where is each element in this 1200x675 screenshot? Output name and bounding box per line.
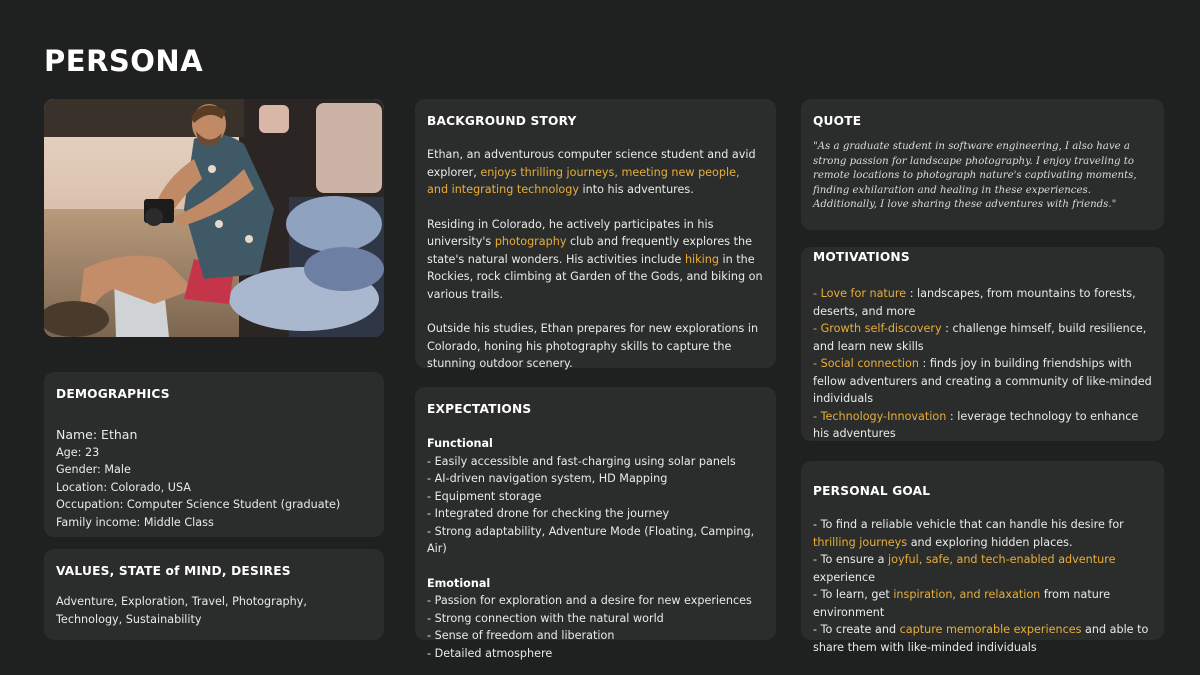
highlight-text: Growth self-discovery	[820, 322, 942, 335]
background-paragraph-2: Residing in Colorado, he actively participates in his university's photography club and frequently explores the state's natural wonders. His activities include hiking in the Rockies, rock climbing at Garden of the Gods, and biking on various trails.	[427, 217, 763, 301]
persona-photo	[44, 99, 384, 337]
motivation-item: - Love for nature : landscapes, from mountains to forests, deserts, and more	[813, 287, 1136, 318]
motivation-item: - Growth self-discovery : challenge himself, build resilience, and learn new skills	[813, 322, 1147, 353]
emotional-label: Emotional	[427, 576, 491, 590]
quote-text: "As a graduate student in software engineering, I also have a strong passion for landscape photography. I enjoy traveling to remote locations to photograph nature's captivating moments, finding exhilaration and healing in these experiences. Additionally, I love sharing these adventures with friends."	[813, 141, 1137, 210]
emotional-item: - Strong connection with the natural world	[427, 611, 664, 625]
demographics-card	[44, 372, 384, 537]
background-heading: BACKGROUND STORY	[427, 114, 577, 128]
personal-goal-card	[801, 461, 1164, 654]
highlight-text: Social connection	[820, 357, 919, 370]
demographics-heading: DEMOGRAPHICS	[56, 387, 170, 401]
motivations-card	[801, 247, 1164, 441]
demographics-occupation: Occupation: Computer Science Student (graduate)	[56, 498, 341, 511]
background-story-card	[415, 99, 776, 368]
values-card	[44, 549, 384, 640]
motivation-item: - Social connection : finds joy in building friendships with fellow adventurers and creating a community of like-minded individuals	[813, 357, 1152, 405]
demographics-gender: Gender: Male	[56, 463, 131, 476]
quote-heading: QUOTE	[813, 114, 862, 128]
highlight-text: Love for nature	[820, 287, 907, 300]
quote-card	[801, 99, 1164, 230]
values-heading: VALUES, STATE of MIND, DESIRES	[56, 564, 291, 578]
functional-item: - Equipment storage	[427, 489, 542, 503]
motivations-heading: MOTIVATIONS	[813, 250, 910, 264]
emotional-item: - Sense of freedom and liberation	[427, 629, 615, 642]
expectations-card	[415, 387, 776, 660]
background-paragraph-3: Outside his studies, Ethan prepares for new explorations in Colorado, honing his photography skills to capture the stunning outdoor scenery.	[427, 322, 759, 370]
emotional-item: - Detailed atmosphere	[427, 646, 553, 660]
highlight-text: enjoys thrilling journeys, meeting new people, and integrating technology	[427, 165, 740, 196]
functional-label: Functional	[427, 437, 493, 450]
values-line-1: Adventure, Exploration, Travel, Photography,	[56, 595, 307, 608]
functional-item: - AI-driven navigation system, HD Mapping	[427, 472, 668, 485]
goal-item: - To learn, get inspiration, and relaxation from nature environment	[813, 588, 1111, 619]
highlight-text: joyful, safe, and tech-enabled adventure	[888, 553, 1116, 566]
highlight-text: capture memorable experiences	[899, 623, 1082, 636]
highlight-text: Technology-Innovation	[820, 409, 947, 423]
demographics-age: Age: 23	[56, 445, 100, 459]
personal-goal-heading: PERSONAL GOAL	[813, 484, 931, 498]
motivation-item: - Technology-Innovation : leverage technology to enhance his adventures	[813, 409, 1139, 440]
functional-item: - Easily accessible and fast-charging using solar panels	[427, 454, 736, 468]
functional-item: - Integrated drone for checking the journey	[427, 507, 670, 520]
goal-item: - To ensure a joyful, safe, and tech-enabled adventure experience	[813, 553, 1116, 584]
demographics-income: Family income: Middle Class	[56, 515, 214, 529]
background-paragraph-1: Ethan, an adventurous computer science student and avid explorer, enjoys thrilling journeys, meeting new people, and integrating technology into his adventures.	[427, 148, 756, 196]
expectations-heading: EXPECTATIONS	[427, 402, 532, 416]
functional-item: - Strong adaptability, Adventure Mode (Floating, Camping, Air)	[427, 524, 755, 555]
values-line-2: Technology, Sustainability	[56, 612, 202, 626]
goal-item: - To find a reliable vehicle that can handle his desire for thrilling journeys and exploring hidden places.	[813, 518, 1124, 549]
goal-item: - To create and capture memorable experiences and able to share them with like-minded individuals	[813, 623, 1149, 654]
highlight-text: inspiration, and relaxation	[893, 588, 1041, 601]
demographics-location: Location: Colorado, USA	[56, 480, 191, 494]
highlight-text: photography	[494, 235, 567, 248]
page-title: PERSONA	[44, 44, 204, 78]
highlight-text: thrilling journeys	[813, 535, 908, 549]
highlight-text: hiking	[684, 252, 719, 266]
emotional-item: - Passion for exploration and a desire for new experiences	[427, 594, 752, 607]
demographics-name: Name: Ethan	[56, 427, 138, 442]
